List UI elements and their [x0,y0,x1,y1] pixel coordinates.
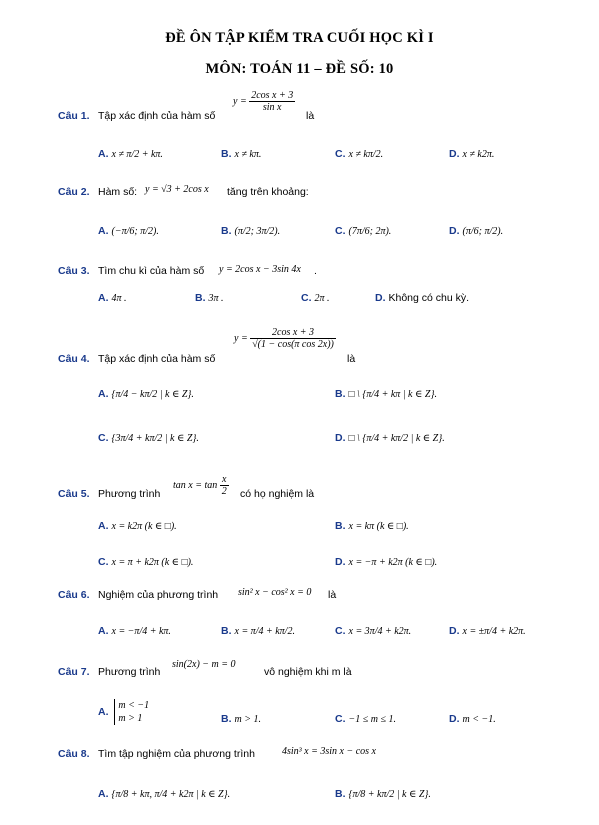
option-d[interactable]: D. □ \ {π/4 + kπ/2 | k ∈ Z}. [335,432,445,444]
option-a[interactable]: A. {π/8 + kπ, π/4 + k2π | k ∈ Z}. [98,788,231,800]
question-text: Tìm tập nghiệm của phương trình [98,748,255,760]
question-text: Phương trình [98,488,161,500]
option-d[interactable]: D. x ≠ k2π. [449,148,495,160]
option-b[interactable]: B. 3π . [195,292,224,304]
question-tail: có họ nghiệm là [240,488,315,500]
option-b[interactable]: B. □ \ {π/4 + kπ | k ∈ Z}. [335,388,437,400]
question-tail: là [347,353,356,365]
question-number: Câu 5. [58,488,90,500]
option-b[interactable]: B. x = π/4 + kπ/2. [221,625,295,637]
option-b[interactable]: B. {π/8 + kπ/2 | k ∈ Z}. [335,788,431,800]
option-a[interactable]: A. x = −π/4 + kπ. [98,625,171,637]
question-text: Nghiệm của phương trình [98,589,219,601]
page-subtitle: MÔN: TOÁN 11 – ĐỀ SỐ: 10 [205,61,394,77]
question-text: Phương trình [98,666,161,678]
question-formula: 4sin³ x = 3sin x − cos x [282,746,376,757]
question-formula: y = $\frac{\text{2cos x + 3}}{\text{sin x}}$ [233,90,294,113]
option-b[interactable]: B. (π/2; 3π/2). [221,225,281,237]
question-text: Tập xác định của hàm số [98,110,216,122]
question-number: Câu 8. [58,748,90,760]
question-text: Tìm chu kì của hàm số [98,265,205,277]
question-number: Câu 2. [58,186,90,198]
question-number: Câu 6. [58,589,90,601]
question-tail: tăng trên khoảng: [227,186,309,198]
option-c[interactable]: C. x = π + k2π (k ∈ □). [98,556,194,568]
option-a[interactable]: A. m < −1 m > 1 [98,700,150,724]
option-c[interactable]: C. (7π/6; 2π). [335,225,392,237]
option-d[interactable]: D. x = −π + k2π (k ∈ □). [335,556,438,568]
option-c[interactable]: C. 2π . [301,292,330,304]
option-a[interactable]: A. x = k2π (k ∈ □). [98,520,177,532]
question-tail: vô nghiệm khi m là [264,666,352,678]
option-d[interactable]: D. Không có chu kỳ. [375,292,470,304]
option-c[interactable]: C. −1 ≤ m ≤ 1. [335,713,396,725]
option-d[interactable]: D. (π/6; π/2). [449,225,504,237]
question-tail: là [306,110,315,122]
option-c[interactable]: C. x = 3π/4 + k2π. [335,625,412,637]
question-number: Câu 1. [58,110,90,122]
option-d[interactable]: D. m < −1. [449,713,496,725]
option-b[interactable]: B. x ≠ kπ. [221,148,262,160]
option-a[interactable]: A. x ≠ π/2 + kπ. [98,148,163,160]
option-c[interactable]: C. x ≠ kπ/2. [335,148,384,160]
question-text: Tập xác định của hàm số [98,353,216,365]
option-a[interactable]: A. (−π/6; π/2). [98,225,159,237]
option-b[interactable]: B. m > 1. [221,713,261,725]
page-title: ĐỀ ÔN TẬP KIỂM TRA CUỐI HỌC KÌ I [165,30,434,46]
question-number: Câu 3. [58,265,90,277]
option-a[interactable]: A. 4π . [98,292,127,304]
option-c[interactable]: C. {3π/4 + kπ/2 | k ∈ Z}. [98,432,199,444]
option-d[interactable]: D. x = ±π/4 + k2π. [449,625,526,637]
question-formula: y = √3 + 2cos x [145,184,209,195]
question-number: Câu 7. [58,666,90,678]
option-b[interactable]: B. x = kπ (k ∈ □). [335,520,409,532]
question-tail: . [314,265,317,277]
question-number: Câu 4. [58,353,90,365]
question-formula: y = $\frac{\text{2cos x + 3}}{\text{√(1 − cos(π cos 2x))}}$ [234,327,334,350]
question-tail: là [328,589,337,601]
option-a[interactable]: A. {π/4 − kπ/2 | k ∈ Z}. [98,388,194,400]
question-formula: y = 2cos x − 3sin 4x [219,264,301,275]
question-text: Hàm số: [98,186,138,198]
question-formula: tan x = tan $\frac{x}{2}$ [173,474,227,497]
question-formula: sin² x − cos² x = 0 [238,587,312,598]
question-formula: sin(2x) − m = 0 [172,659,236,670]
